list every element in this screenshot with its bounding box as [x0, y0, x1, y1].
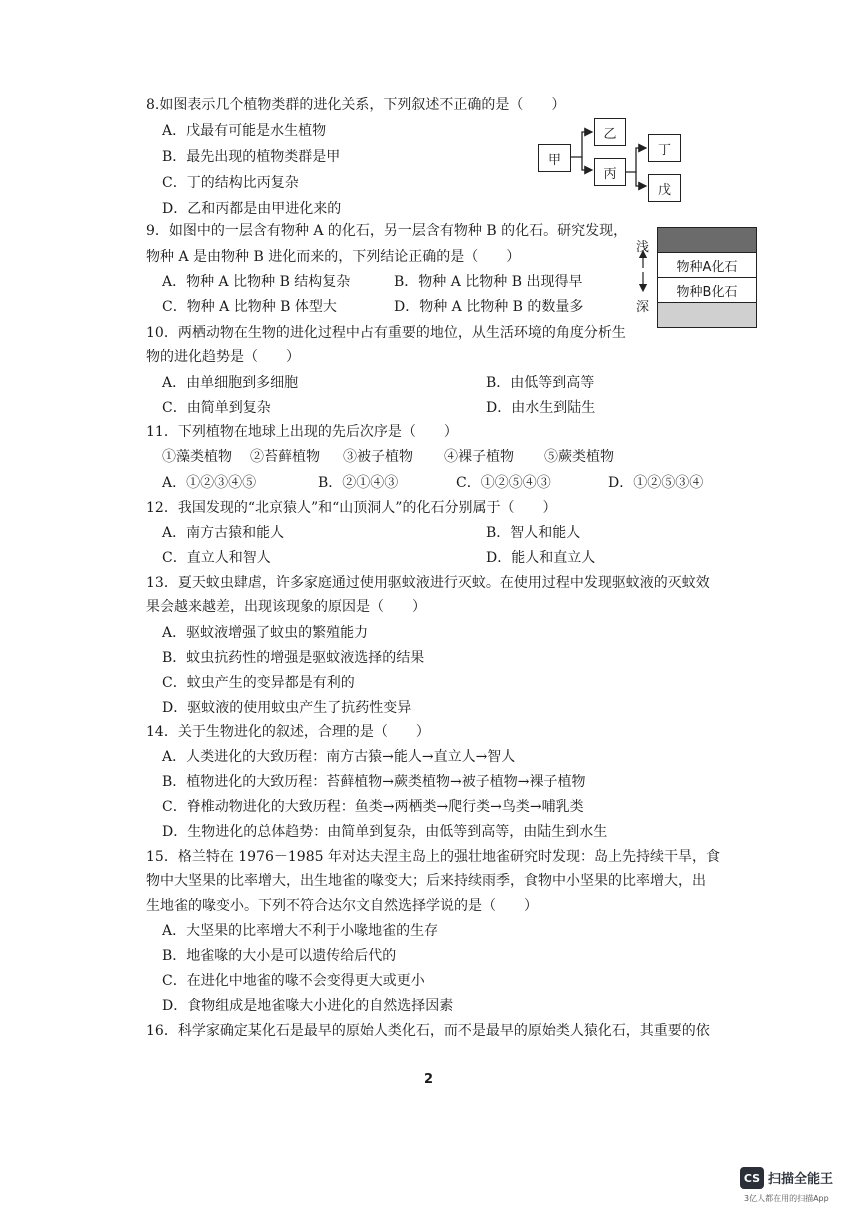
q8-option-b: B．最先出现的植物类群是甲 — [162, 149, 341, 165]
strata-layer-a: 物种A化石 — [658, 253, 756, 278]
q8-option-a: A．戊最有可能是水生植物 — [162, 123, 327, 139]
diagram-node-yi: 乙 — [594, 118, 626, 146]
depth-shallow-label: 浅 — [636, 240, 650, 255]
page-number: 2 — [424, 1072, 434, 1087]
q15-option-b: B．地雀喙的大小是可以遗传给后代的 — [162, 948, 397, 964]
q15-option-c: C．在进化中地雀的喙不会变得更大或更小 — [162, 973, 425, 989]
q10-option-d: D．由水生到陆生 — [486, 400, 596, 416]
q13-option-d: D．驱蚊液的使用蚊虫产生了抗药性变异 — [162, 700, 412, 716]
q11-item-3: ③被子植物 — [343, 449, 413, 465]
q10-stem-line1: 10．两栖动物在生物的进化过程中占有重要的地位，从生活环境的角度分析生 — [146, 325, 626, 341]
q11-stem: 11．下列植物在地球上出现的先后次序是（ ） — [146, 424, 458, 440]
q13-option-c: C．蚊虫产生的变异都是有利的 — [162, 675, 355, 691]
strata-bottom-layer — [658, 303, 756, 327]
q15-stem-line3: 生地雀的喙变小。下列不符合达尔文自然选择学说的是（ ） — [146, 898, 538, 914]
diagram-node-ding: 丁 — [648, 134, 681, 162]
q15-stem-line2: 物中大坚果的比率增大，出生地雀的喙变大；后来持续雨季，食物中小坚果的比率增大，出 — [146, 873, 706, 889]
q12-option-c: C．直立人和智人 — [162, 550, 271, 566]
q12-option-d: D．能人和直立人 — [486, 550, 596, 566]
camscanner-brand: 扫描全能王 — [768, 1172, 834, 1187]
q9-option-c: C．物种 A 比物种 B 体型大 — [162, 299, 337, 315]
q9-stem-line2: 物种 A 是由物种 B 进化而来的，下列结论正确的是（ ） — [146, 249, 521, 265]
q10-option-a: A．由单细胞到多细胞 — [162, 375, 299, 391]
q14-stem: 14．关于生物进化的叙述，合理的是（ ） — [146, 724, 430, 740]
q9-option-a: A．物种 A 比物种 B 结构复杂 — [162, 274, 351, 290]
q11-option-a: A．①②③④⑤ — [162, 475, 257, 491]
q11-item-2: ②苔藓植物 — [250, 449, 320, 465]
diagram-node-wu: 戊 — [648, 174, 681, 202]
q10-option-b: B．由低等到高等 — [486, 375, 595, 391]
diagram-node-jia: 甲 — [538, 144, 571, 172]
q11-item-5: ⑤蕨类植物 — [544, 449, 614, 465]
q13-stem-line2: 果会越来越差，出现该现象的原因是（ ） — [146, 599, 426, 615]
q13-stem-line1: 13．夏天蚊虫肆虐，许多家庭通过使用驱蚊液进行灭蚊。在使用过程中发现驱蚊液的灭蚊效 — [146, 575, 710, 591]
q11-item-4: ④裸子植物 — [444, 449, 514, 465]
strata-diagram — [657, 227, 757, 328]
camscanner-logo-icon: CS — [740, 1167, 764, 1189]
q12-option-a: A．南方古猿和能人 — [162, 525, 285, 541]
strata-layer-b: 物种B化石 — [658, 278, 756, 303]
depth-deep-label: 深 — [636, 300, 650, 315]
q10-option-c: C．由简单到复杂 — [162, 400, 271, 416]
q11-option-c: C．①②⑤④③ — [456, 475, 551, 491]
q11-option-d: D．①②⑤③④ — [608, 475, 704, 491]
q8-stem: 8.如图表示几个植物类群的进化关系，下列叙述不正确的是（ ） — [146, 97, 566, 113]
q14-option-d: D．生物进化的总体趋势：由简单到复杂，由低等到高等，由陆生到水生 — [162, 824, 608, 840]
q9-stem-line1: 9．如图中的一层含有物种 A 的化石，另一层含有物种 B 的化石。研究发现， — [146, 223, 628, 239]
q15-option-d: D．食物组成是地雀喙大小进化的自然选择因素 — [162, 998, 454, 1014]
q11-item-1: ①藻类植物 — [162, 449, 232, 465]
q14-option-c: C．脊椎动物进化的大致历程：鱼类→两栖类→爬行类→鸟类→哺乳类 — [162, 799, 584, 815]
q9-option-d: D．物种 A 比物种 B 的数量多 — [394, 299, 584, 315]
q16-stem-line1: 16．科学家确定某化石是最早的原始人类化石，而不是最早的原始类人猿化石，其重要的依 — [146, 1023, 710, 1039]
q11-option-b: B．②①④③ — [318, 475, 399, 491]
q14-option-b: B．植物进化的大致历程：苔藓植物→蕨类植物→被子植物→裸子植物 — [162, 774, 586, 790]
q9-option-b: B．物种 A 比物种 B 出现得早 — [394, 274, 583, 290]
q13-option-a: A．驱蚊液增强了蚊虫的繁殖能力 — [162, 625, 369, 641]
diagram-node-bing: 丙 — [594, 158, 626, 186]
strata-top-layer — [658, 228, 756, 253]
q15-option-a: A．大坚果的比率增大不利于小喙地雀的生存 — [162, 923, 439, 939]
q8-option-d: D．乙和丙都是由甲进化来的 — [162, 201, 342, 217]
q12-option-b: B．智人和能人 — [486, 525, 581, 541]
q14-option-a: A．人类进化的大致历程：南方古猿→能人→直立人→智人 — [162, 749, 516, 765]
q13-option-b: B．蚊虫抗药性的增强是驱蚊液选择的结果 — [162, 650, 425, 666]
q8-option-c: C．丁的结构比丙复杂 — [162, 175, 299, 191]
q15-stem-line1: 15．格兰特在 1976－1985 年对达夫涅主岛上的强壮地雀研究时发现：岛上先持续干旱，食 — [146, 849, 720, 865]
q10-stem-line2: 物的进化趋势是（ ） — [146, 349, 300, 365]
q12-stem: 12．我国发现的“北京猿人”和“山顶洞人”的化石分别属于（ ） — [146, 500, 557, 516]
camscanner-tagline: 3亿人都在用的扫描App — [744, 1194, 829, 1203]
